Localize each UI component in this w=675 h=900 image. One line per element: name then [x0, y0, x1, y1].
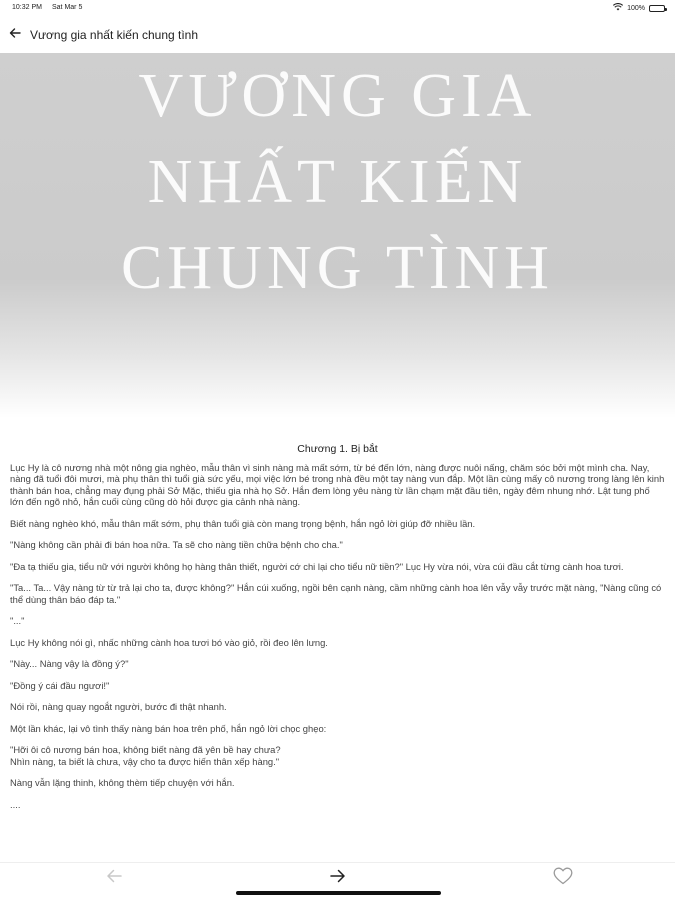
chapter-paragraph: Lục Hy là cô nương nhà một nông gia nghèo, mẫu thân vì sinh nàng mà mất sớm, từ bé đến lớn, nàng được nuôi nấng, chăm sóc bởi một mình cha. Nay, nàng đã tuổi đôi mươi, mà phụ thân thì tuổi già sức yếu, mọi việc lớn bé trong nhà đều một tay nàng vun đắp. Một lần cùng mấy cô nương trong làng lên kinh thành bán hoa, chẳng may đụng phải Sở Mặc, thiếu gia nhà họ Sở. Hắn đem lòng yêu nàng từ lần chạm mặt đầu tiên, ngày đêm nhung nhớ. Lật tung phố lớn đến ngõ nhỏ, hắn cuối cùng cũng dò hỏi được gia cảnh nhà nàng.	[10, 461, 665, 507]
heart-icon	[553, 867, 573, 890]
cover-banner	[0, 53, 675, 418]
chapter-paragraph: Nói rồi, nàng quay ngoắt người, bước đi thật nhanh.	[10, 701, 227, 712]
cover-title	[0, 53, 675, 311]
chapter-paragraph: "Đồng ý cái đầu ngươi!"	[10, 679, 110, 691]
next-chapter-button[interactable]	[325, 867, 351, 889]
arrow-left-icon	[106, 869, 122, 888]
chapter-paragraph: "Ta... Ta... Vậy nàng từ từ trả lại cho ta, được không?" Hắn cúi xuống, ngồi bên cạnh nàng, cầm những cành hoa lên vẫy vẫy trước mặt nàng, "Nàng cũng có thể dùng thân báo đáp ta."	[10, 582, 662, 605]
arrow-right-icon	[330, 869, 346, 888]
chapter-paragraph: Nàng vẫn lặng thinh, không thèm tiếp chuyện với hắn.	[10, 777, 235, 788]
chapter-paragraph: ....	[10, 798, 21, 810]
status-time: 10:32 PM	[12, 4, 42, 11]
chapter-paragraph: Lục Hy không nói gì, nhấc những cành hoa tươi bó vào giỏ, rồi đeo lên lưng.	[10, 636, 328, 648]
chapter-paragraph: Một lần khác, lại vô tình thấy nàng bán hoa trên phố, hắn ngỏ lời chọc ghẹo:	[10, 722, 327, 734]
chapter-content	[10, 444, 665, 820]
battery-percent: 100%	[627, 4, 645, 12]
status-right	[613, 3, 665, 13]
cover-title-line: NHẤT KIẾN	[147, 148, 528, 216]
chapter-paragraph: "..."	[10, 615, 25, 626]
chapter-body	[10, 462, 665, 811]
cover-title-line: CHUNG TÌNH	[121, 234, 554, 302]
nav-bar	[0, 16, 675, 53]
previous-chapter-button[interactable]	[101, 867, 127, 889]
arrow-left-icon	[9, 26, 21, 44]
chapter-paragraph: "Này... Nàng vậy là đồng ý?"	[10, 658, 129, 669]
page-title: Vương gia nhất kiến chung tình	[30, 27, 199, 42]
cover-title-line: VƯƠNG GIA	[138, 62, 537, 130]
chapter-paragraph: "Nàng không cần phải đi bán hoa nữa. Ta sẽ cho nàng tiền chữa bệnh cho cha."	[10, 539, 343, 550]
wifi-icon	[613, 3, 623, 13]
status-date: Sat Mar 5	[52, 4, 83, 11]
chapter-paragraph: "Đa tạ thiếu gia, tiểu nữ với người không họ hàng thân thiết, người cớ chi lại cho tiểu nữ tiền?" Lục Hy vừa nói, vừa cúi đầu cắt từng cành hoa tươi.	[10, 560, 624, 572]
home-indicator[interactable]	[236, 891, 441, 895]
chapter-title: Chương 1. Bị bắt	[297, 443, 378, 455]
chapter-paragraph: "Hỡi ôi cô nương bán hoa, không biết nàng đã yên bề hay chưa? Nhìn nàng, ta biết là chưa, vậy cho ta được hiến thân xếp hàng."	[10, 744, 281, 767]
chapter-paragraph: Biết nàng nghèo khó, mẫu thân mất sớm, phụ thân tuổi già còn mang trọng bệnh, hắn ngỏ lời giúp đỡ nhiều lần.	[10, 517, 476, 529]
status-bar	[0, 0, 675, 16]
battery-icon	[649, 5, 665, 12]
favorite-button[interactable]	[550, 867, 576, 889]
back-button[interactable]	[0, 16, 30, 53]
